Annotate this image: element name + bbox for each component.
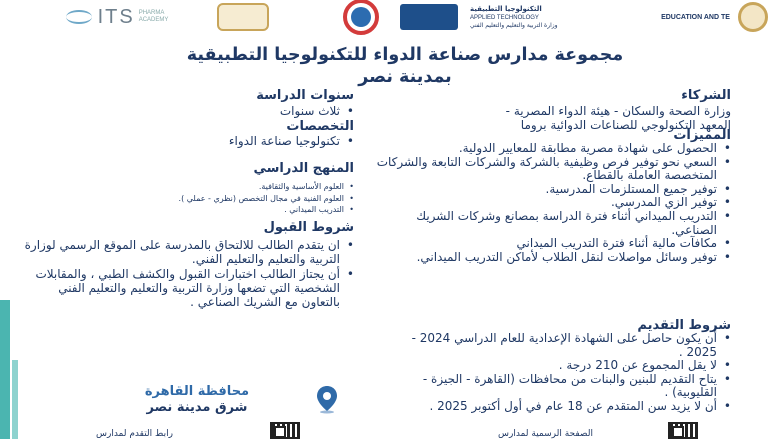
page-title <box>60 44 750 88</box>
location-block <box>112 384 282 416</box>
partners-heading: الشركاء <box>681 88 731 103</box>
education-ministry-logo <box>650 2 779 32</box>
feature-item: • التدريب الميداني أثناء فترة الدراسة بمصانع وشركات الشريك الصناعي. <box>371 210 731 237</box>
health-ministry-logo <box>336 2 386 32</box>
apply-link[interactable]: رابط التقدم لمدارس <box>96 429 173 439</box>
location-pin-icon <box>312 384 342 414</box>
admission-heading: شروط القبول <box>263 220 354 235</box>
its-logo-word: ITS <box>97 5 135 28</box>
applied-logo-ministry: وزارة التربية والتعليم والتعليم الفني <box>470 21 558 29</box>
applied-logo-sub: APPLIED TECHNOLOGY <box>470 14 539 21</box>
its-logo-sub-line1: PHARMA <box>138 10 165 16</box>
logo-bar <box>0 0 779 36</box>
applied-logo-title: التكنولوجيا التطبيقية <box>470 4 542 13</box>
specializations-list <box>229 134 354 148</box>
decorative-stripe <box>0 300 10 439</box>
gold-seal-logo <box>215 2 271 32</box>
location-area: شرق مدينة نصر <box>146 400 248 415</box>
curriculum-heading: المنهج الدراسي <box>253 161 354 176</box>
title-line2: بمدينة نصر <box>358 67 452 87</box>
feature-item: • السعي نحو توفير فرص وظيفية بالشركة والشركات التابعة والشركات المتخصصة العاملة بالقطاع. <box>371 156 731 183</box>
study-years-heading: سنوات الدراسة <box>256 88 354 103</box>
seal-icon <box>217 3 269 31</box>
title-line1: مجموعة مدارس صناعة الدواء للتكنولوجيا التطبيقية <box>186 45 624 65</box>
feature-item: • توفير وسائل مواصلات لنقل الطلاب لأماكن التدريب الميداني. <box>371 251 731 265</box>
application-item: • لا يقل المجموع عن 210 درجة . <box>401 359 731 373</box>
official-page-qr-code[interactable] <box>668 422 698 439</box>
applied-technology-logo <box>470 2 620 32</box>
its-pharma-logo <box>42 2 192 32</box>
egypt-emblem-icon <box>400 4 458 30</box>
partners-line1: وزارة الصحة والسكان - هيئة الدواء المصرية - <box>505 104 731 118</box>
moe-emblem-icon <box>738 2 768 32</box>
specializations-heading: التخصصات <box>286 119 354 134</box>
egypt-logo <box>398 2 460 32</box>
application-item: • يتاح التقديم للبنين والبنات من محافظات (القاهرة - الجيزة - القليوبية) . <box>401 373 731 400</box>
specialization-item: • تكنولوجيا صناعة الدواء <box>229 134 354 148</box>
its-logo-sub-line2: ACADEMY <box>138 17 169 23</box>
apply-qr-code[interactable] <box>270 422 300 439</box>
curriculum-item: • العلوم الفنية في مجال التخصص (نظري - عملي ). <box>179 193 354 205</box>
application-heading: شروط التقديم <box>637 318 731 333</box>
curriculum-item: • التدريب الميداني . <box>179 204 354 216</box>
application-item: • أن يكون حاصل على الشهادة الإعدادية للعام الدراسي 2024 - 2025 . <box>401 332 731 359</box>
admission-list <box>24 238 354 310</box>
location-governorate: محافظة القاهرة <box>144 384 250 399</box>
application-item: • أن لا يزيد سن المتقدم عن 18 عام في أول أكتوبر 2025 . <box>401 400 731 414</box>
feature-item: • توفير جميع المستلزمات المدرسية. <box>371 183 731 197</box>
feature-item: • الحصول على شهادة مصرية مطابقة للمعايير الدولية. <box>371 142 731 156</box>
curriculum-list <box>179 181 354 216</box>
official-page-link[interactable]: الصفحة الرسمية لمدارس <box>498 429 593 439</box>
features-list <box>371 142 731 264</box>
admission-item: • ان يتقدم الطالب للالتحاق بالمدرسة على الموقع الرسمي لوزارة التربية والتعليم والتعليم الفني. <box>24 238 354 266</box>
curriculum-item: • العلوم الأساسية والثقافية. <box>179 181 354 193</box>
feature-item: • مكافآت مالية أثناء فترة التدريب الميداني <box>371 237 731 251</box>
dna-icon <box>66 10 92 24</box>
health-emblem-icon <box>343 0 379 35</box>
feature-item: • توفير الزي المدرسي. <box>371 196 731 210</box>
moe-logo-text: EDUCATION AND TE <box>661 13 730 21</box>
its-logo-sub <box>139 10 169 24</box>
study-years-list <box>280 104 354 118</box>
application-list <box>401 332 731 414</box>
features-heading: المميزات <box>673 128 731 143</box>
decorative-stripe-thin <box>12 360 18 439</box>
partners-line2: المعهد التكنولوجي للصناعات الدوائية بروما <box>520 118 731 132</box>
admission-item: • أن يجتاز الطالب اختبارات القبول والكشف الطبي ، والمقابلات الشخصية التي تضعها وزارة التربية والتعليم والتعليم الفني بالتعاون مع الشريك الصناعي . <box>24 267 354 309</box>
study-years-item: • ثلاث سنوات <box>280 104 354 118</box>
